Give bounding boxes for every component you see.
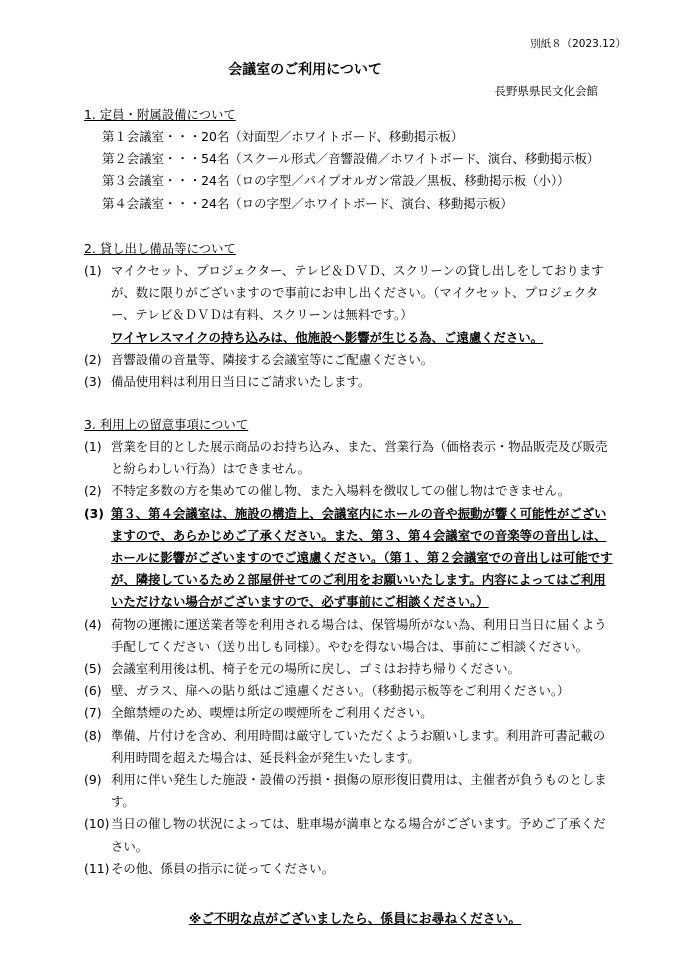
item-number: (2)	[84, 351, 102, 367]
item-number: (1)	[84, 263, 102, 278]
item-number: (9)	[84, 772, 102, 788]
organization-name: 長野県県民文化会館	[494, 84, 598, 98]
list-item	[84, 658, 644, 680]
room-capacity-line: 第３会議室・・・24名（ロの字型／パイプオルガン常設／黒板、移動掲示板（小））	[102, 173, 570, 189]
item-text: 不特定多数の方を集めての催し物、また入場料を徴収しての催し物はできません。	[111, 483, 571, 499]
item-text: 会議室利用後は机、椅子を元の場所に戻し、ゴミはお持ち帰りください。	[111, 661, 520, 677]
list-item	[84, 702, 644, 724]
item-text: 壁、ガラス、扉への貼り紙はご遠慮ください。（移動掲示板等をご利用ください。）	[111, 683, 570, 699]
item-text: その他、係員の指示に従ってください。	[111, 860, 335, 876]
item-text: 備品使用料は利用日当日にご請求いたします。	[111, 374, 371, 390]
wireless-mic-notice: ワイヤレスマイクの持ち込みは、他施設へ影響が生じる為、ご遠慮ください。	[111, 329, 544, 345]
list-item	[84, 503, 644, 614]
item-text: 利用に伴い発生した施設・設備の汚損・損傷の原形復旧費用は、主催者が負うものとします。	[111, 772, 607, 810]
item-number: (11)	[84, 860, 110, 876]
section-heading: 3. 利用上の留意事項について	[84, 417, 249, 432]
room-capacity-line: 第２会議室・・・54名（スクール形式／音響設備／ホワイトボード、演台、移動掲示板）	[102, 151, 600, 167]
room-capacity-line: 第４会議室・・・24名（ロの字型／ホワイトボード、演台、移動掲示板）	[102, 195, 513, 211]
item-text: 第３、第４会議室は、施設の構造上、会議室内にホールの音や振動が響く可能性がございますので、あらかじめご了承ください。また、第３、第４会議室での音楽等の音出しは、ホールに影響がございますのでご遠慮ください。（第１、第２会議室での音出しは可能ですが、隣接しているため２部屋併せてのご利用をお願いいたします。内容によってはご利用いただけない場合がございますので、必ず事前にご相談ください。）	[111, 505, 613, 610]
item-text: 全館禁煙のため、喫煙は所定の喫煙所をご利用ください。	[111, 705, 433, 721]
item-number: (2)	[84, 483, 102, 499]
section-heading: 2. 貸し出し備品等について	[84, 241, 236, 256]
item-text: 準備、片付けを含め、利用時間は厳守していただくようお願いします。利用許可書記載の利用時間を超えた場合は、延長料金が発生いたします。	[111, 727, 606, 765]
item-text: 当日の催し物の状況によっては、駐車場が満車となる場合がございます。予めご了承ください。	[111, 816, 606, 854]
item-number: (5)	[84, 661, 102, 677]
room-capacity-line: 第１会議室・・・20名（対面型／ホワイトボード、移動掲示板）	[102, 129, 464, 144]
item-text: 荷物の運搬に運送業者等を利用される場合は、保管場所がない為、利用日当日に届くよう手配してください（送り出しも同様）。やむを得ない場合は、事前にご相談ください。	[111, 616, 607, 654]
list-item	[84, 614, 644, 658]
item-number: (6)	[84, 683, 102, 699]
section-capacity	[84, 104, 644, 215]
item-number: (7)	[84, 705, 102, 721]
list-item	[84, 680, 644, 702]
list-item	[84, 436, 644, 480]
list-item	[84, 371, 644, 393]
list-item	[84, 813, 644, 857]
document-reference: 別紙８（2023.12）	[530, 38, 626, 50]
item-number: (8)	[84, 727, 102, 743]
item-number: (10)	[84, 816, 110, 832]
item-number: (3)	[84, 505, 104, 521]
list-item	[84, 260, 644, 349]
list-item	[84, 725, 644, 769]
page-title: 会議室のご利用について	[228, 62, 382, 78]
list-item	[84, 480, 644, 502]
section-usage-notes	[84, 414, 644, 880]
list-item	[84, 349, 644, 371]
list-item	[84, 858, 644, 880]
item-text: マイクセット、プロジェクター、テレビ＆ＤＶＤ、スクリーンの貸し出しをしておりますが、数に限りがございますので事前にお申し出ください。（マイクセット、プロジェクター、テレビ＆ＤＶＤは有料、スクリーンは無料です。）	[111, 263, 604, 323]
section-equipment	[84, 238, 644, 393]
section-heading: 1. 定員・附属設備について	[84, 107, 236, 122]
list-item	[84, 769, 644, 813]
item-text: 営業を目的とした展示商品のお持ち込み、また、営業行為（価格表示・物品販売及び販売と紛らわしい行為）はできません。	[111, 439, 608, 477]
item-text: 音響設備の音量等、隣接する会議室等にご配慮ください。	[111, 351, 434, 367]
footer-note: ※ご不明な点がございましたら、係員にお尋ねください。	[188, 912, 522, 927]
item-number: (3)	[84, 374, 102, 390]
item-number: (1)	[84, 439, 102, 454]
item-number: (4)	[84, 616, 102, 632]
